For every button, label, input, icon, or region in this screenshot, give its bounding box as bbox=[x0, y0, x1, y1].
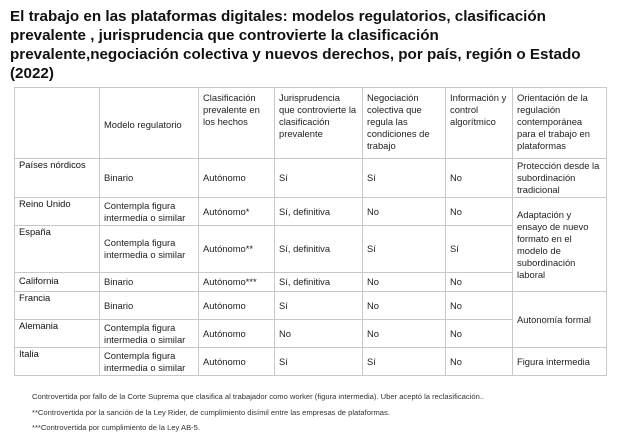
bargaining-cell: No bbox=[363, 273, 446, 292]
footnote-2: **Controvertida por la sanción de la Ley Rider, de cumplimiento disímil entre las empresas de plataformas. bbox=[32, 407, 390, 417]
bargaining-cell: Sí bbox=[363, 226, 446, 273]
bargaining-cell: Sí bbox=[363, 348, 446, 376]
country-cell: Reino Unido bbox=[15, 198, 100, 226]
header-bargaining: Negociación colectiva que regula las condiciones de trabajo bbox=[363, 88, 446, 159]
country-cell: California bbox=[15, 273, 100, 292]
page-title: El trabajo en las plataformas digitales: modelos regulatorios, clasificación prevalente , jurisprudencia que controvierte la clasificación prevalente,negociación colectiva y nuevos derechos, por país, región o Estado (2022) bbox=[10, 8, 581, 82]
regulation-table bbox=[14, 87, 607, 376]
orientation-cell: Autonomía formal bbox=[513, 292, 607, 348]
model-cell: Binario bbox=[100, 273, 199, 292]
information-cell: Sí bbox=[446, 226, 513, 273]
classification-cell: Autónomo bbox=[199, 320, 275, 348]
model-cell: Contempla figura intermedia o similar bbox=[100, 348, 199, 376]
model-cell: Binario bbox=[100, 292, 199, 320]
classification-cell: Autónomo bbox=[199, 348, 275, 376]
jurisprudence-cell: Sí bbox=[275, 348, 363, 376]
country-cell: Alemania bbox=[15, 320, 100, 348]
information-cell: No bbox=[446, 273, 513, 292]
header-jurisprudence: Jurisprudencia que controvierte la clasificación prevalente bbox=[275, 88, 363, 159]
jurisprudence-cell: Sí bbox=[275, 292, 363, 320]
bargaining-cell: No bbox=[363, 320, 446, 348]
table-row bbox=[15, 292, 607, 320]
model-cell: Contempla figura intermedia o similar bbox=[100, 226, 199, 273]
header-information: Información y control algorítmico bbox=[446, 88, 513, 159]
jurisprudence-cell: Sí, definitiva bbox=[275, 226, 363, 273]
orientation-cell: Adaptación y ensayo de nuevo formato en el modelo de subordinación laboral bbox=[513, 198, 607, 292]
country-cell: Italia bbox=[15, 348, 100, 376]
footnotes bbox=[32, 389, 612, 436]
information-cell: No bbox=[446, 292, 513, 320]
information-cell: No bbox=[446, 159, 513, 198]
model-cell: Binario bbox=[100, 159, 199, 198]
header-country bbox=[15, 88, 100, 159]
country-cell: España bbox=[15, 226, 100, 273]
model-cell: Contempla figura intermedia o similar bbox=[100, 198, 199, 226]
jurisprudence-cell: Sí, definitiva bbox=[275, 273, 363, 292]
table-header-row bbox=[15, 88, 607, 159]
country-cell: Países nórdicos bbox=[15, 159, 100, 198]
header-classification: Clasificación prevalente en los hechos bbox=[199, 88, 275, 159]
information-cell: No bbox=[446, 348, 513, 376]
orientation-cell: Figura intermedia bbox=[513, 348, 607, 376]
table-row bbox=[15, 198, 607, 226]
model-cell: Contempla figura intermedia o similar bbox=[100, 320, 199, 348]
bargaining-cell: No bbox=[363, 198, 446, 226]
information-cell: No bbox=[446, 320, 513, 348]
header-orientation: Orientación de la regulación contemporánea para el trabajo en plataformas bbox=[513, 88, 607, 159]
classification-cell: Autónomo** bbox=[199, 226, 275, 273]
classification-cell: Autónomo* bbox=[199, 198, 275, 226]
country-cell: Francia bbox=[15, 292, 100, 320]
footnote-3: ***Controvertida por cumplimiento de la Ley AB-5. bbox=[32, 423, 200, 432]
footnote-1: Controvertida por fallo de la Corte Suprema que clasifica al trabajador como worker (figura intermedia). Uber aceptó la reclasificación.. bbox=[32, 392, 485, 401]
classification-cell: Autónomo*** bbox=[199, 273, 275, 292]
bargaining-cell: Sí bbox=[363, 159, 446, 198]
classification-cell: Autónomo bbox=[199, 292, 275, 320]
orientation-cell: Protección desde la subordinación tradicional bbox=[513, 159, 607, 198]
classification-cell: Autónomo bbox=[199, 159, 275, 198]
jurisprudence-cell: No bbox=[275, 320, 363, 348]
bargaining-cell: No bbox=[363, 292, 446, 320]
table-row bbox=[15, 348, 607, 376]
information-cell: No bbox=[446, 198, 513, 226]
table-row bbox=[15, 159, 607, 198]
jurisprudence-cell: Sí, definitiva bbox=[275, 198, 363, 226]
jurisprudence-cell: Sí bbox=[275, 159, 363, 198]
header-model: Modelo regulatorio bbox=[100, 88, 199, 159]
